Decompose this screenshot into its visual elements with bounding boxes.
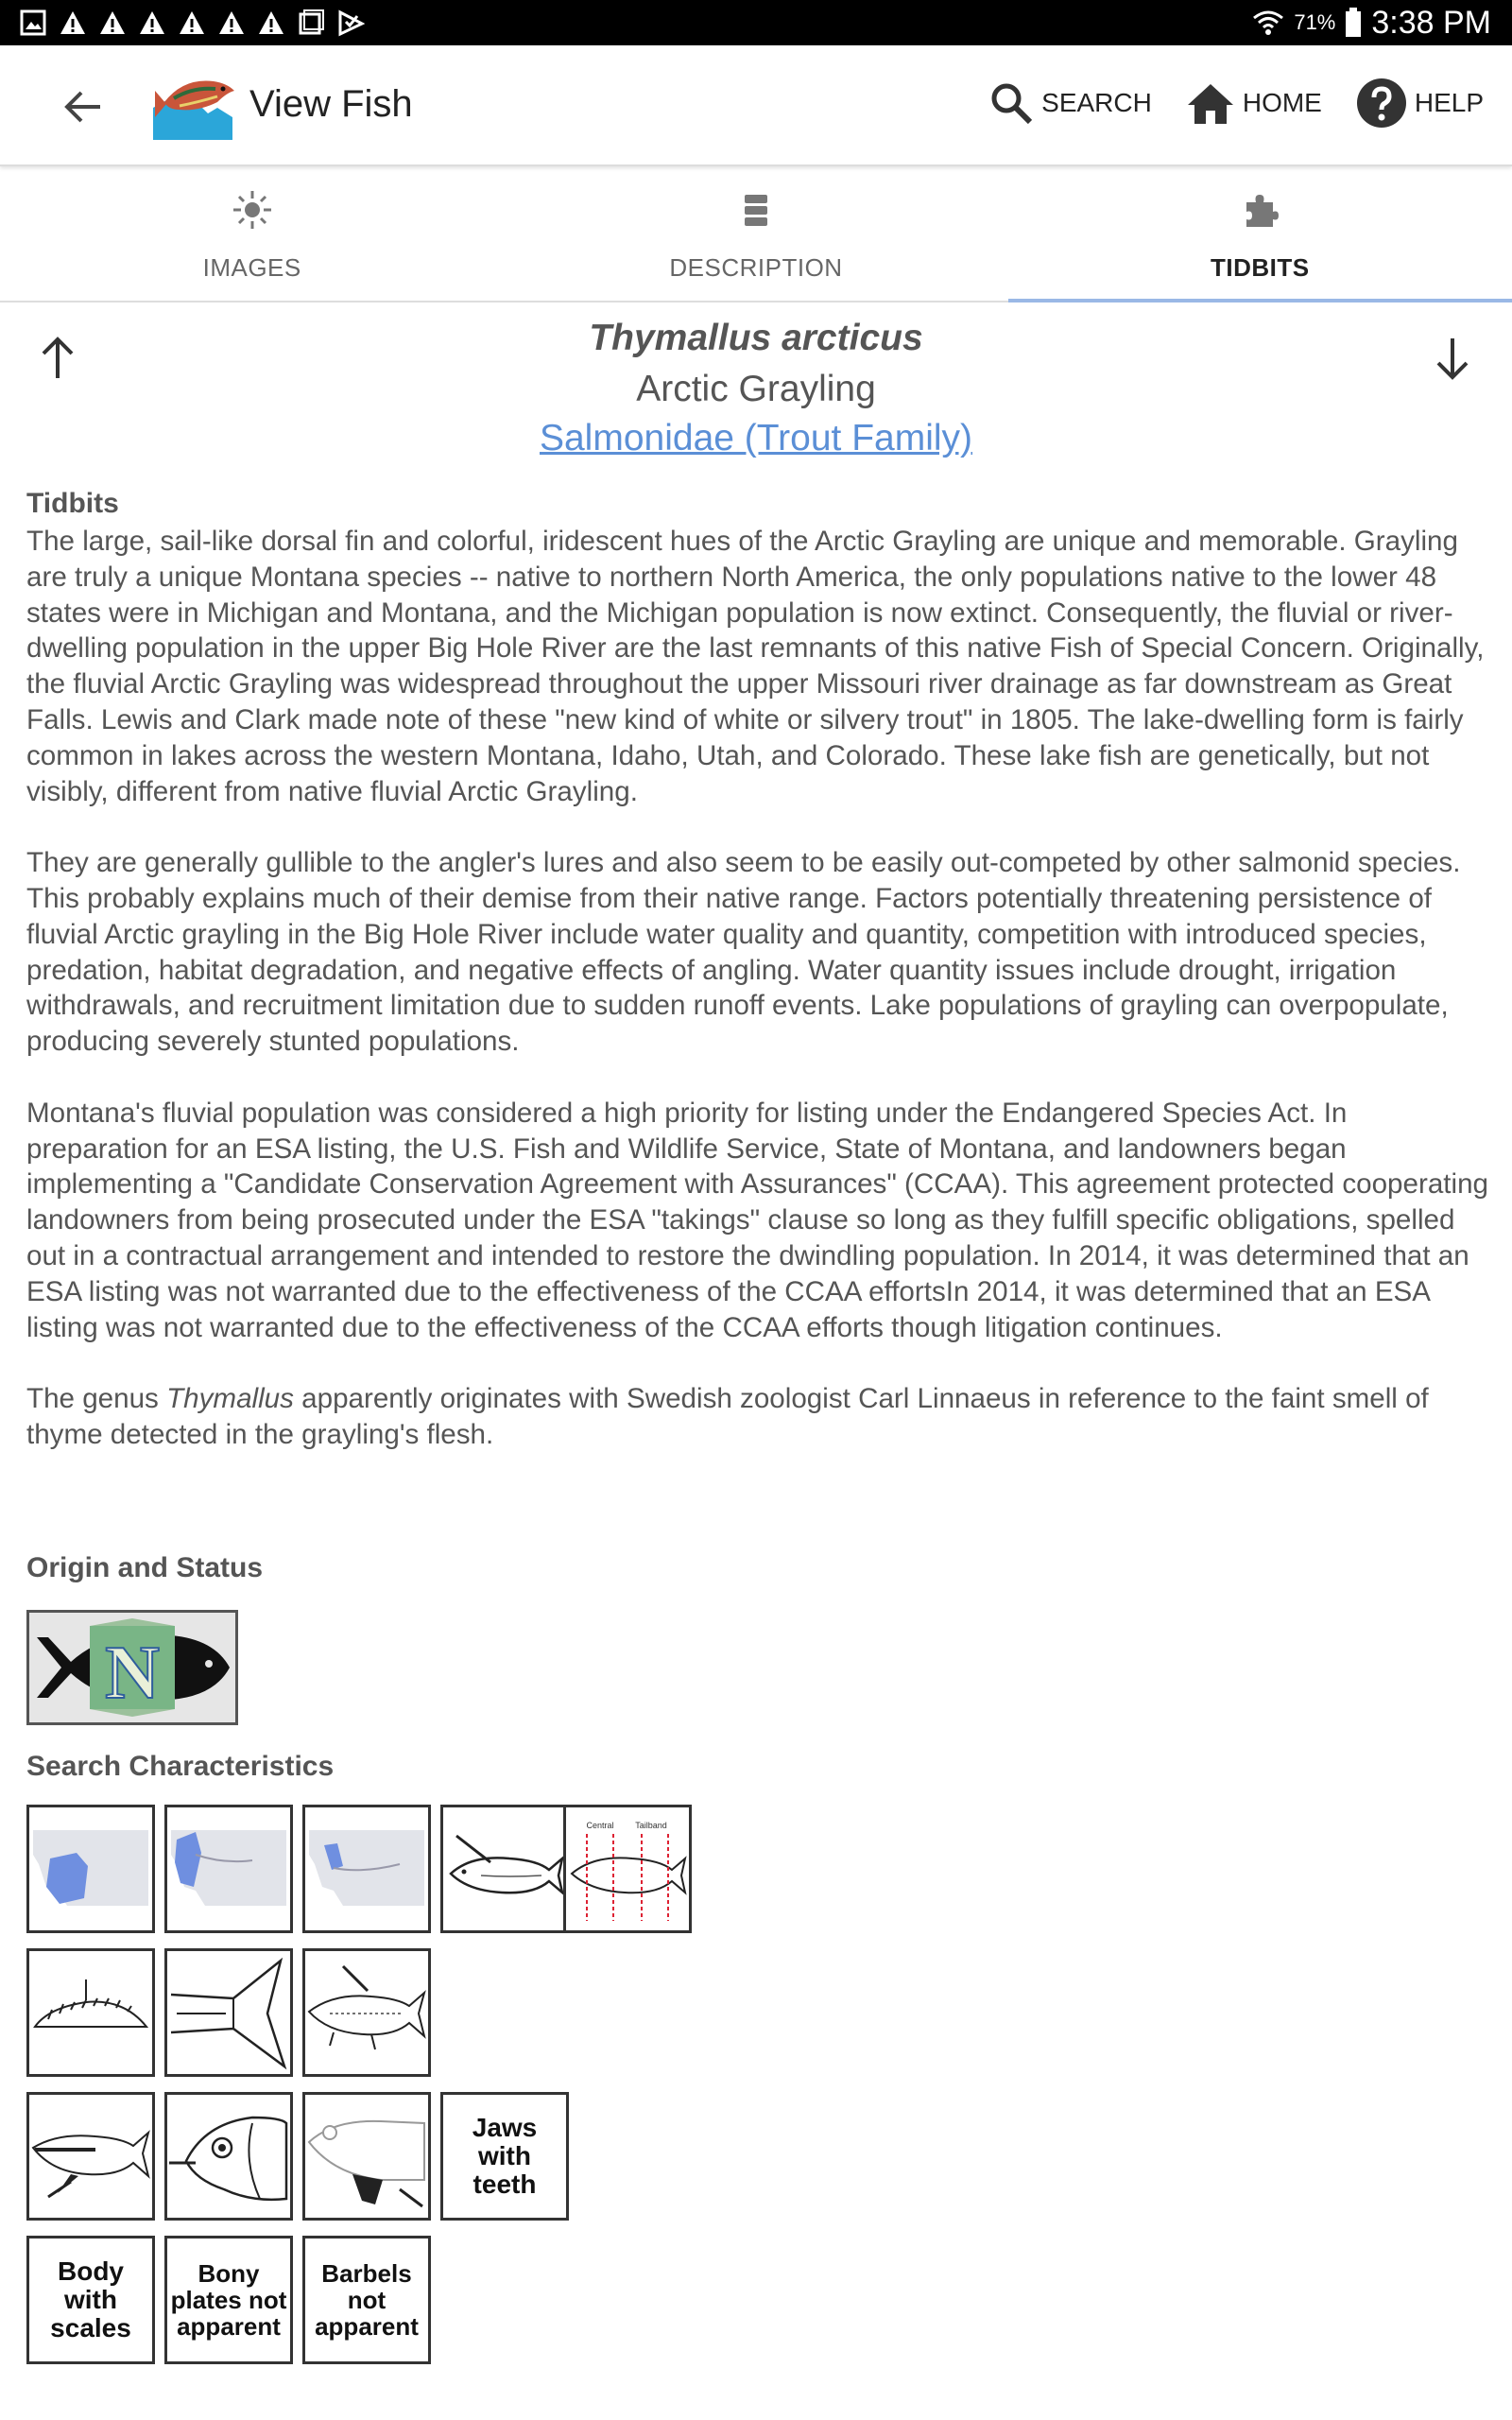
montana-map-icon [167, 1807, 290, 1930]
search-icon [988, 80, 1034, 126]
scientific-name: Thymallus arcticus [589, 318, 923, 358]
head-thumbnail[interactable] [164, 2092, 293, 2221]
home-button[interactable] [1186, 80, 1322, 126]
home-icon [1186, 80, 1235, 126]
search-button[interactable] [988, 80, 1152, 126]
warning-icon [257, 9, 285, 37]
tab-description[interactable] [504, 168, 1007, 301]
tidbits-section [26, 484, 1489, 1453]
warning-icon [98, 9, 127, 37]
map-label-tailband: Tailband [635, 1821, 667, 1830]
adipose-fin-thumbnail[interactable] [302, 1948, 431, 2077]
warning-icon [138, 9, 166, 37]
map-label-central: Central [586, 1821, 614, 1830]
clock: 3:38 PM [1371, 4, 1491, 41]
back-arrow-icon[interactable] [55, 83, 112, 130]
fish-body-icon [443, 1807, 566, 1930]
barbels-not-apparent-tile[interactable]: Barbels not apparent [302, 2236, 431, 2364]
native-fish-icon [29, 1613, 235, 1722]
tail-fin-icon [167, 1951, 290, 2074]
range-map-thumbnail[interactable] [26, 1805, 155, 1933]
pelvic-fin-thumbnail[interactable] [26, 2092, 155, 2221]
app-bar [0, 45, 1512, 166]
help-button[interactable] [1356, 78, 1484, 129]
range-map-thumbnail[interactable] [302, 1805, 431, 1933]
tidbits-heading: Tidbits [26, 488, 119, 519]
battery-percent: 71% [1294, 10, 1336, 34]
anal-fin-thumbnail[interactable] [302, 2092, 431, 2221]
tidbits-paragraph: Montana's fluvial population was considered a high priority for listing under the Endangered Species Act. In preparation for an ESA listing, the U.S. Fish and Wildlife Service, State of Montana, and landowners began implementing a "Candidate Conservation Agreement with Assurances" (CCAA). This agreement protected cooperating landowners from being prosecuted under the ESA "takings" clause so long as they fulfill specific obligations, spelled out in a contractual arrangement and intended to restore the dwindling population. In 2014, it was determined that an ESA listing was not warranted due to the effectiveness of the CCAA effortsIn 2014, it was determined that an ESA listing was not warranted due to the effectiveness of the CCAA efforts though litigation continues. [26, 1097, 1488, 1343]
help-label: HELP [1414, 88, 1484, 117]
tidbits-paragraph: The large, sail-like dorsal fin and colorful, iridescent hues of the Arctic Grayling are unique and memorable. Grayling are truly a unique Montana species -- native to northern North America, the only populations native to the lower 48 states were in Michigan and Montana, and the Michigan population is now extinct. Consequently, the fluvial or river-dwelling population in the upper Big Hole River are the last remnants of this native Fish of Special Concern. Originally, the fluvial Arctic Grayling was widespread throughout the upper Missouri river drainage as far downstream as Great Falls. Lewis and Clark made note of these "new kind of white or silvery trout" in 1805. The lake-dwelling form is fairly common in lakes across the western Montana, Idaho, Utah, and Colorado. These lake fish are genetically, but not visibly, different from native fluvial Arctic Grayling. [26, 526, 1485, 807]
tab-bar [0, 168, 1512, 302]
anal-fin-icon [305, 2095, 428, 2218]
pelvic-fin-icon [29, 2095, 152, 2218]
puzzle-icon [1237, 187, 1282, 233]
tab-description-label: DESCRIPTION [669, 253, 843, 282]
warning-icon [178, 9, 206, 37]
warning-icon [59, 9, 87, 37]
home-label: HOME [1242, 88, 1322, 117]
sun-icon [230, 187, 275, 233]
battery-icon [1345, 8, 1362, 38]
montana-map-icon [305, 1807, 428, 1930]
app-bar-actions [988, 78, 1484, 129]
tab-tidbits[interactable] [1008, 168, 1512, 301]
origin-heading: Origin and Status [26, 1552, 264, 1583]
dorsal-fin-icon [29, 1951, 152, 2074]
active-tab-indicator [1008, 299, 1512, 302]
fish-head-icon [167, 2095, 290, 2218]
search-label: SEARCH [1041, 88, 1152, 117]
list-icon [733, 187, 779, 233]
genus-text-after: apparently originates with Swedish zoologist Carl Linnaeus in reference to the faint smell of thyme detected in the grayling's flesh. [26, 1383, 1429, 1450]
system-status [1252, 5, 1491, 42]
jaws-with-teeth-tile[interactable]: Jaws with teeth [440, 2092, 569, 2221]
fish-band-icon [566, 1807, 689, 1930]
family-link[interactable]: Salmonidae (Trout Family) [539, 418, 973, 458]
fish-shape-thumbnail[interactable] [440, 1805, 569, 1933]
montana-map-icon [29, 1807, 152, 1930]
tab-images-label: IMAGES [202, 253, 301, 282]
gallery-notification-icon [19, 9, 47, 37]
tidbits-paragraph: They are generally gullible to the angler's lures and also seem to be easily out-competed by other salmonid species. This probably explains much of their demise from their native range. Factors potentially threatening persistence of fluvial Arctic grayling in the Big Hole River include water quality and quantity, competition with introduced species, predation, habitat degradation, and negative effects of angling. Water quantity issues include drought, irrigation withdrawals, and recruitment limitation due to sudden runoff events. Lake populations of grayling can overpopulate, producing severely stunted populations. [26, 847, 1461, 1058]
bony-plates-not-apparent-tile[interactable]: Bony plates not apparent [164, 2236, 293, 2364]
app-title: View Fish [249, 83, 413, 125]
adipose-fin-icon [305, 1951, 428, 2074]
common-name: Arctic Grayling [636, 369, 876, 409]
calendar-icon [297, 9, 325, 37]
genus-text-before: The genus [26, 1383, 167, 1415]
tail-fin-thumbnail[interactable] [164, 1948, 293, 2077]
help-icon [1356, 78, 1407, 129]
wifi-icon [1252, 9, 1284, 37]
body-with-scales-tile[interactable]: Body with scales [26, 2236, 155, 2364]
notification-icons [19, 9, 365, 37]
tab-tidbits-label: TIDBITS [1211, 253, 1310, 282]
genus-name: Thymallus [166, 1383, 294, 1415]
tab-images[interactable] [0, 168, 504, 301]
flag-notification-icon [336, 9, 365, 37]
tidbits-paragraph [26, 1381, 1489, 1453]
status-bar [0, 0, 1512, 45]
native-status-badge[interactable] [26, 1610, 238, 1725]
dorsal-fin-thumbnail[interactable] [26, 1948, 155, 2077]
warning-icon [217, 9, 246, 37]
range-map-thumbnail[interactable] [164, 1805, 293, 1933]
search-characteristics-heading: Search Characteristics [26, 1751, 335, 1782]
app-logo-icon [151, 70, 238, 146]
native-status-letter: N [105, 1632, 160, 1715]
tail-band-thumbnail[interactable] [563, 1805, 692, 1933]
